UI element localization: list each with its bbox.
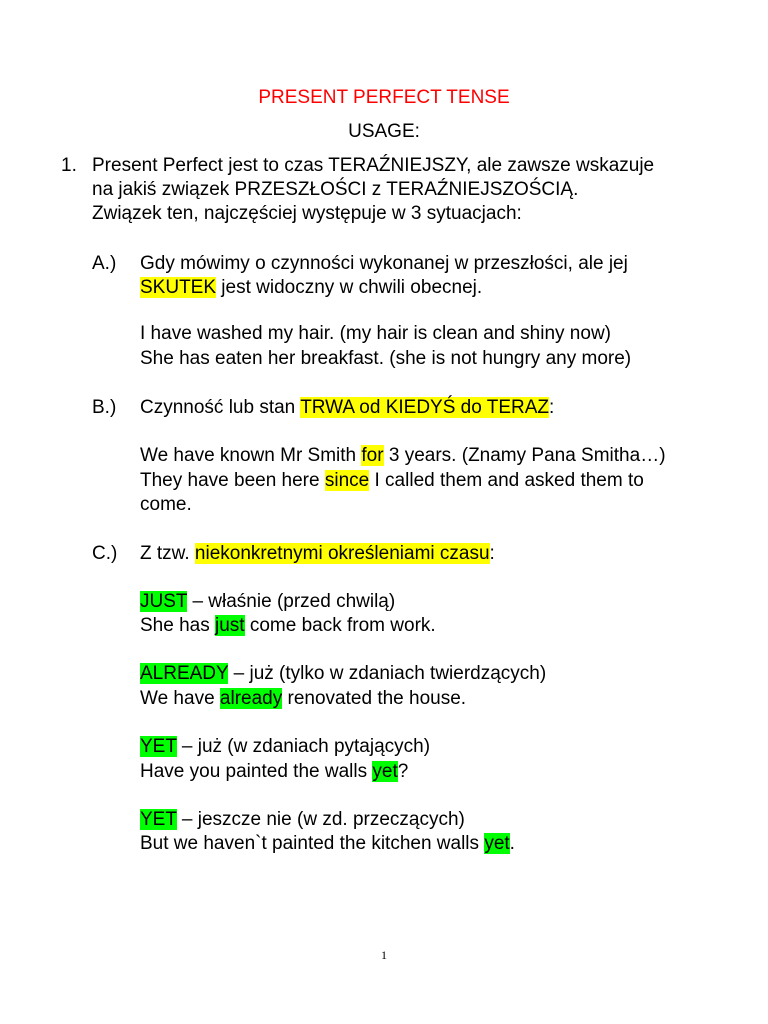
- section-b-example-2: [140, 469, 644, 493]
- example-yet-question: [140, 760, 408, 784]
- section-b-line-1: [140, 396, 554, 420]
- point-1-line-2: na jakiś związek PRZESZŁOŚCI z TERAŹNIEJSZOŚCIĄ.: [92, 179, 579, 200]
- keyword-already: ALREADY: [140, 663, 229, 684]
- keyword-just-meaning: – właśnie (przed chwilą): [187, 591, 396, 612]
- keyword-line-yet-question: [140, 735, 430, 759]
- example-already-post: renovated the house.: [282, 688, 467, 709]
- highlight-already: already: [219, 688, 283, 709]
- section-b-example-2-cont: come.: [140, 494, 192, 515]
- highlight-yet-question: yet: [372, 761, 398, 782]
- example-just: [140, 614, 436, 638]
- section-c-line-1-pre: Z tzw.: [140, 543, 195, 564]
- section-a-line-1: Gdy mówimy o czynności wykonanej w przeszłości, ale jej: [140, 253, 628, 274]
- keyword-yet-question-meaning: – już (w zdaniach pytających): [176, 736, 431, 757]
- highlight-just: just: [215, 615, 245, 636]
- section-b-example-1-post: 3 years. (Znamy Pana Smitha…): [383, 445, 666, 466]
- example-yet-negative-post: .: [509, 833, 515, 854]
- highlight-trwa: TRWA od KIEDYŚ do TERAZ: [300, 397, 550, 418]
- section-b-example-2-pre: They have been here: [140, 470, 325, 491]
- highlight-niekonkretnymi: niekonkretnymi określeniami czasu: [194, 543, 490, 564]
- section-a-example-1: I have washed my hair. (my hair is clean and shiny now): [140, 323, 611, 344]
- section-b-label: B.): [92, 397, 117, 418]
- highlight-skutek: SKUTEK: [140, 277, 217, 298]
- example-already-pre: We have: [140, 688, 220, 709]
- section-b-line-1-post: :: [549, 397, 555, 418]
- example-yet-negative: [140, 832, 515, 856]
- example-just-pre: She has: [140, 615, 215, 636]
- section-a-label: A.): [92, 253, 117, 274]
- keyword-already-meaning: – już (tylko w zdaniach twierdzących): [228, 663, 547, 684]
- point-1-line-1: Present Perfect jest to czas TERAŹNIEJSZY, ale zawsze wskazuje: [92, 155, 655, 176]
- section-c-label: C.): [92, 543, 118, 564]
- section-b-example-2-post: I called them and asked them to: [369, 470, 644, 491]
- page-number: 1: [381, 948, 387, 962]
- example-already: [140, 687, 466, 711]
- highlight-yet-negative: yet: [484, 833, 510, 854]
- point-1-line-3: Związek ten, najczęściej występuje w 3 sytuacjach:: [92, 203, 522, 224]
- section-a-line-2: [140, 276, 482, 300]
- example-yet-question-pre: Have you painted the walls: [140, 761, 373, 782]
- keyword-line-yet-negative: [140, 808, 465, 832]
- point-1-number: 1.: [61, 155, 77, 176]
- highlight-for: for: [361, 445, 384, 466]
- example-yet-question-post: ?: [397, 761, 409, 782]
- section-a-example-2: She has eaten her breakfast. (she is not hungry any more): [140, 348, 632, 369]
- keyword-yet-question: YET: [140, 736, 177, 757]
- section-b-example-1-pre: We have known Mr Smith: [140, 445, 362, 466]
- document-title: PRESENT PERFECT TENSE: [258, 87, 510, 108]
- section-a-line-2-rest: jest widoczny w chwili obecnej.: [216, 277, 483, 298]
- usage-heading: USAGE:: [348, 121, 420, 142]
- example-yet-negative-pre: But we haven`t painted the kitchen walls: [140, 833, 485, 854]
- keyword-just: JUST: [140, 591, 188, 612]
- keyword-line-just: [140, 590, 395, 614]
- keyword-line-already: [140, 662, 546, 686]
- section-c-line-1-post: :: [489, 543, 495, 564]
- keyword-yet-negative: YET: [140, 809, 177, 830]
- section-c-line-1: [140, 542, 495, 566]
- highlight-since: since: [324, 470, 370, 491]
- keyword-yet-negative-meaning: – jeszcze nie (w zd. przeczących): [176, 809, 465, 830]
- example-just-post: come back from work.: [244, 615, 436, 636]
- section-b-example-1: [140, 444, 666, 468]
- section-b-line-1-pre: Czynność lub stan: [140, 397, 301, 418]
